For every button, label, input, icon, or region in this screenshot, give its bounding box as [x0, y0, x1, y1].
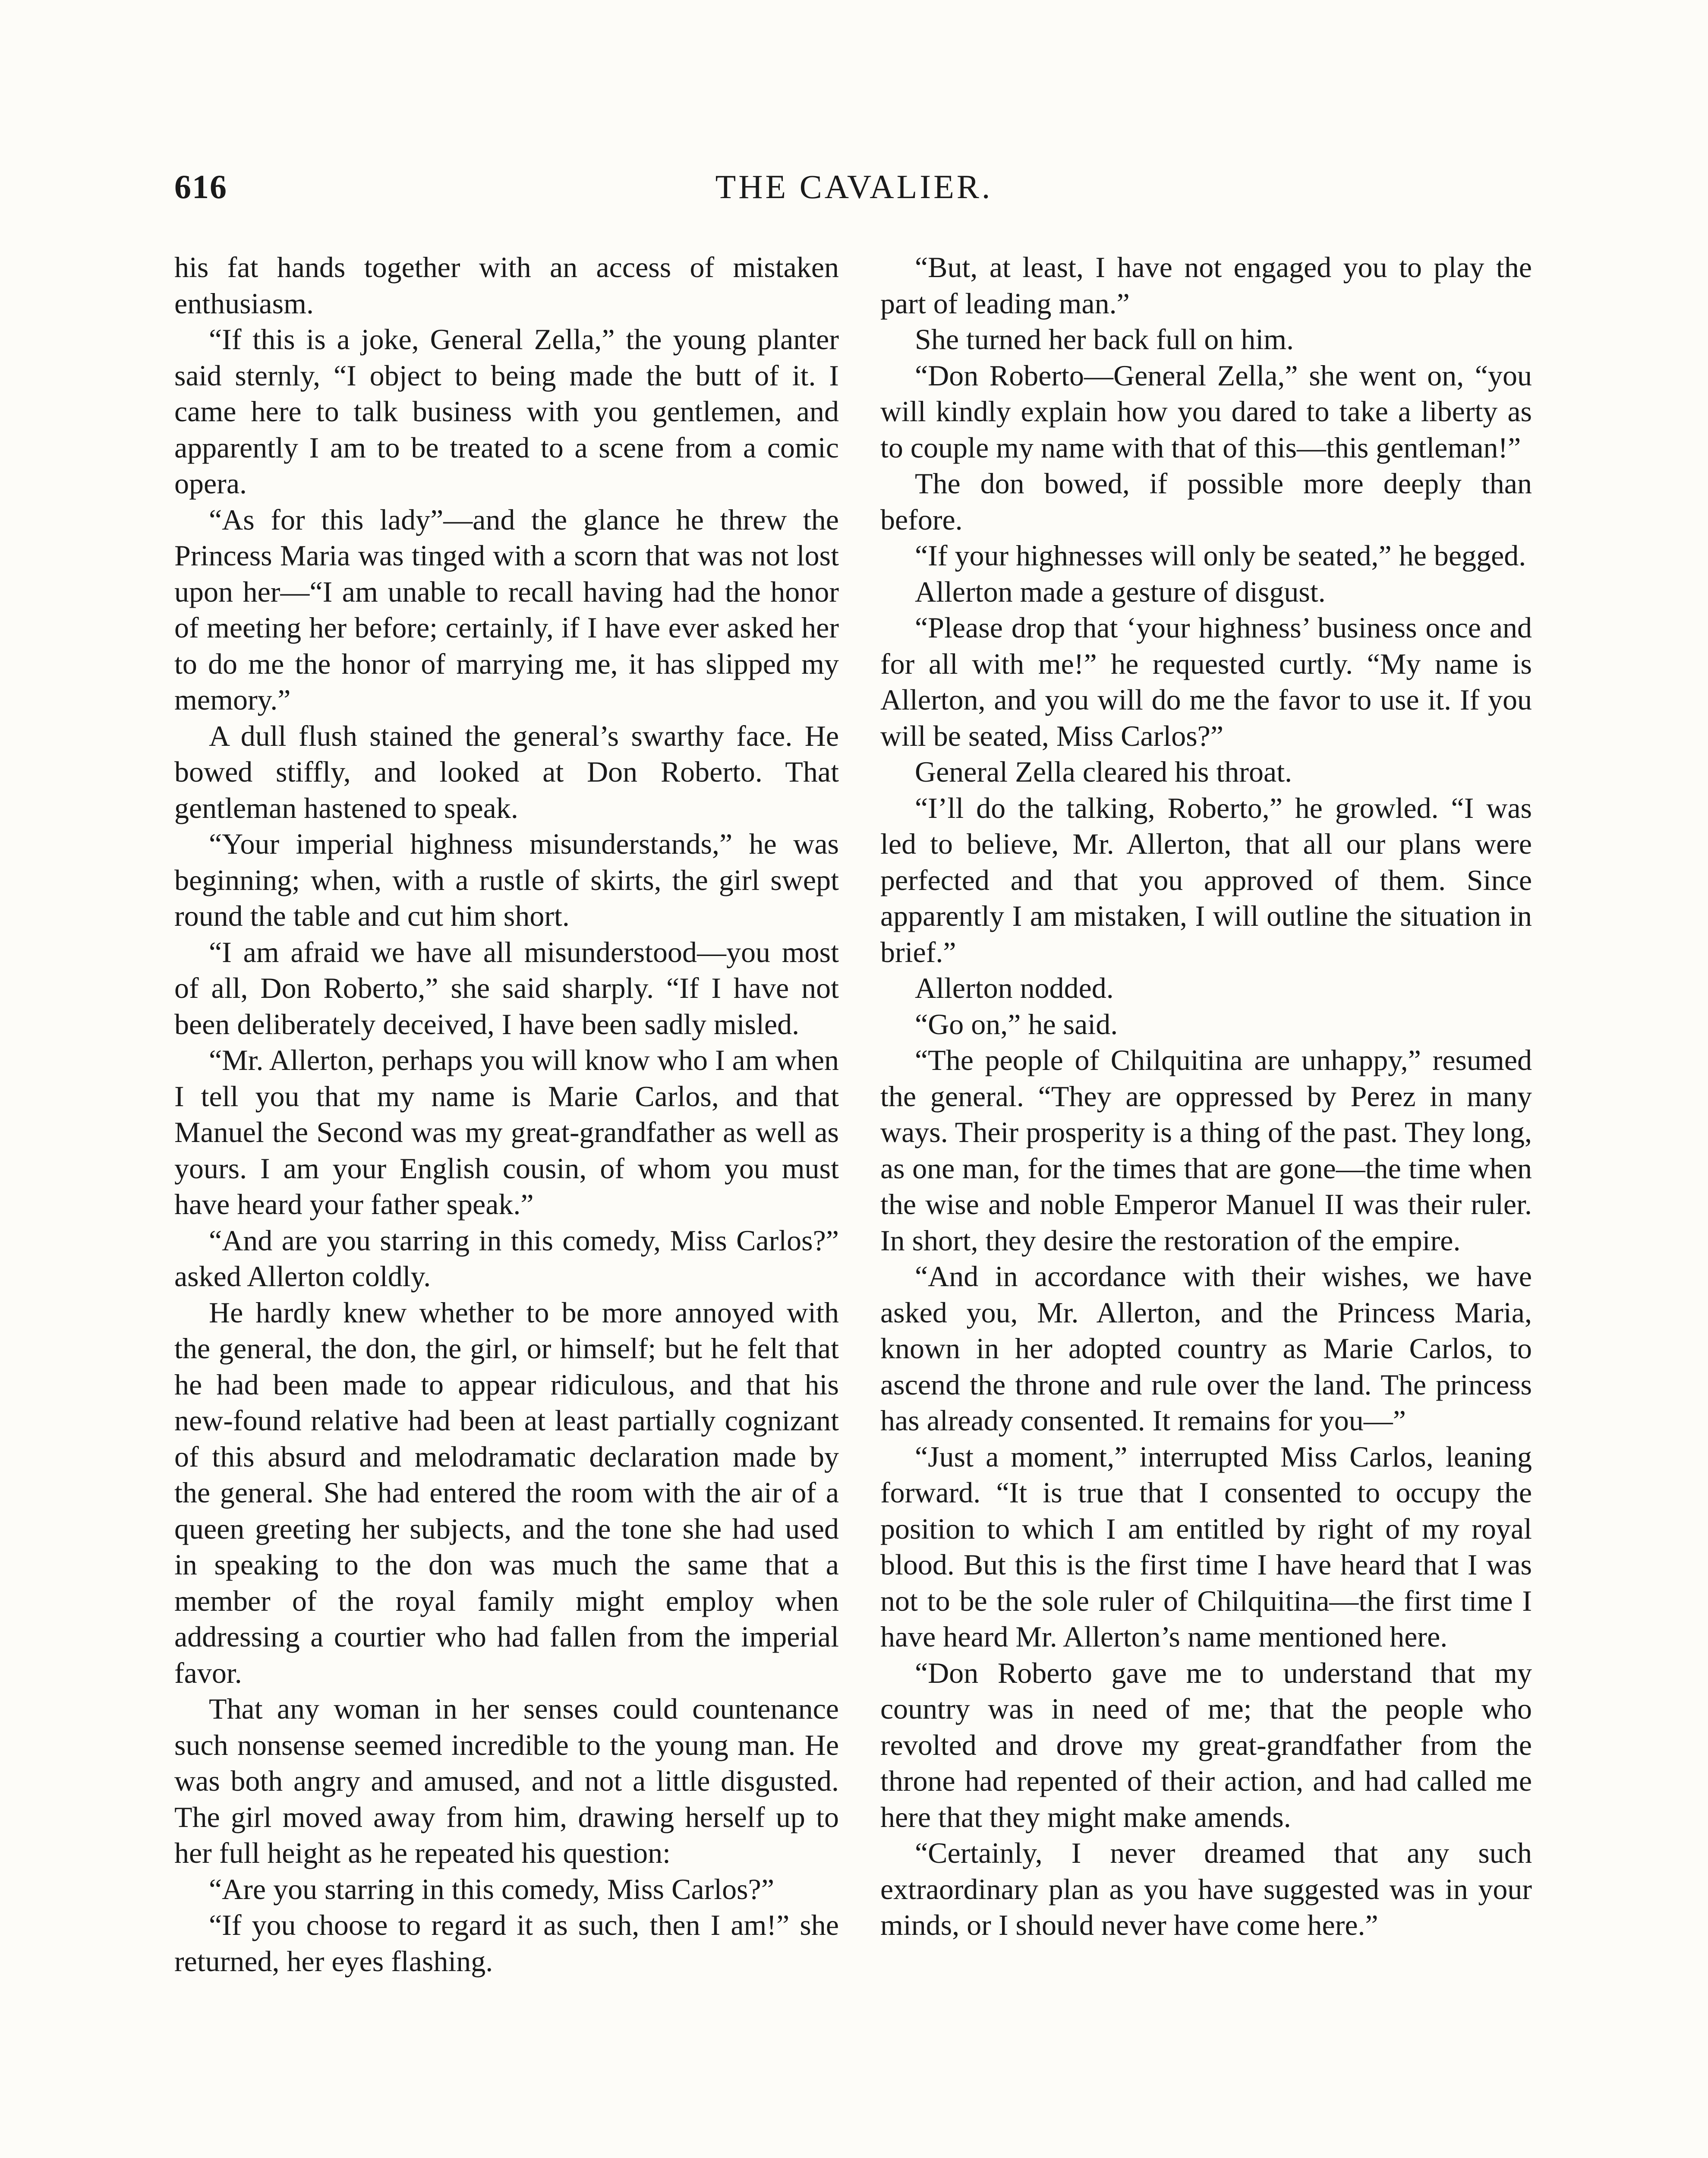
paragraph: “I’ll do the talking, Roberto,” he growled. “I was led to believe, Mr. Allerton, that all our plans were perfected and that you approved of them. Since apparently I am mistaken, I will outline the situation in brief.” — [880, 791, 1532, 969]
paragraph: She turned her back full on him. — [915, 323, 1294, 356]
paragraph: “And are you starring in this comedy, Miss Carlos?” asked Allerton coldly. — [174, 1224, 839, 1293]
paragraph: “Are you starring in this comedy, Miss Carlos?” — [209, 1872, 774, 1906]
paragraph: “If your highnesses will only be seated,” he begged. — [915, 539, 1526, 572]
paragraph: Allerton made a gesture of disgust. — [915, 575, 1326, 608]
page-number: 616 — [174, 168, 227, 205]
left-column — [174, 249, 839, 2158]
paragraph: “Don Roberto—General Zella,” she went on, “you will kindly explain how you dared to take a liberty as to couple my name with that of this—this gentleman!” — [880, 359, 1532, 464]
paragraph: “Please drop that ‘your highness’ business once and for all with me!” he requested curtly. “My name is Allerton, and you will do me the favor to use it. If you will be seated, Miss Carlos?” — [880, 611, 1532, 752]
paragraph: “But, at least, I have not engaged you to play the part of leading man.” — [880, 251, 1532, 320]
paragraph: “Certainly, I never dreamed that any such extraordinary plan as you have suggested was in your minds, or I should never have come here.” — [880, 1836, 1532, 1941]
right-column — [880, 249, 1532, 2158]
paragraph: Allerton nodded. — [915, 972, 1114, 1004]
paragraph: “If this is a joke, General Zella,” the young planter said sternly, “I object to being made the butt of it. I came here to talk business with you gentlemen, and apparently I am to be treated to a scene from a comic opera. — [174, 323, 839, 500]
paragraph: “And in accordance with their wishes, we have asked you, Mr. Allerton, and the Princess Maria, known in her adopted country as Marie Carlos, to ascend the throne and rule over the land. The princess has already consented. It remains for you—” — [880, 1260, 1532, 1437]
paragraph: He hardly knew whether to be more annoyed with the general, the don, the girl, or himself; but he felt that he had been made to appear ridiculous, and that his new-found relative had been at least partially cognizant of this absurd and melodramatic declaration made by the general. She had entered the room with the air of a queen greeting her subjects, and the tone she had used in speaking to the don was much the same that a member of the royal family might employ when addressing a courtier who had fallen from the imperial favor. — [174, 1296, 839, 1689]
paragraph: “I am afraid we have all misunderstood—you most of all, Don Roberto,” she said sharply. “If I have not been deliberately deceived, I have been sadly misled. — [174, 935, 839, 1041]
paragraph: “The people of Chilquitina are unhappy,” resumed the general. “They are oppressed by Perez in many ways. Their prosperity is a thing of the past. They long, as one man, for the times that are gone—the time when the wise and noble Emperor Manuel II was their ruler. In short, they desire the restoration of the empire. — [880, 1044, 1532, 1257]
paragraph: “Don Roberto gave me to understand that my country was in need of me; that the people who revolted and drove my great-grandfather from the throne had repented of their action, and had called me here that they might make amends. — [880, 1656, 1532, 1833]
paragraph: A dull flush stained the general’s swarthy face. He bowed stiffly, and looked at Don Roberto. That gentleman hastened to speak. — [174, 719, 839, 824]
paragraph: “Go on,” he said. — [915, 1007, 1118, 1041]
paragraph: “Just a moment,” interrupted Miss Carlos, leaning forward. “It is true that I consented to occupy the position to which I am entitled by right of my royal blood. But this is the first time I have heard that I was not to be the sole ruler of Chilquitina—the first time I have heard Mr. Allerton’s name mentioned here. — [880, 1440, 1532, 1653]
paragraph: “Mr. Allerton, perhaps you will know who I am when I tell you that my name is Marie Carlos, and that Manuel the Second was my great-grandfather as well as yours. I am your English cousin, of whom you must have heard your father speak.” — [174, 1044, 839, 1221]
page-header — [174, 167, 1534, 215]
paragraph: General Zella cleared his throat. — [915, 755, 1292, 788]
paragraph: That any woman in her senses could countenance such nonsense seemed incredible to the young man. He was both angry and amused, and not a little disgusted. The girl moved away from him, drawing herself up to her full height as he repeated his question: — [174, 1692, 839, 1869]
running-head: THE CAVALIER. — [715, 168, 993, 205]
paragraph: his fat hands together with an access of mistaken enthusiasm. — [174, 251, 839, 320]
paragraph: The don bowed, if possible more deeply than before. — [880, 467, 1532, 536]
paragraph: “If you choose to regard it as such, then I am!” she returned, her eyes flashing. — [174, 1909, 839, 1978]
paragraph: “Your imperial highness misunderstands,” he was beginning; when, with a rustle of skirts, the girl swept round the table and cut him short. — [174, 827, 839, 932]
paragraph: “As for this lady”—and the glance he threw the Princess Maria was tinged with a scorn that was not lost upon her—“I am unable to recall having had the honor of meeting her before; certainly, if I have ever asked her to do me the honor of marrying me, it has slipped my memory.” — [174, 503, 839, 716]
